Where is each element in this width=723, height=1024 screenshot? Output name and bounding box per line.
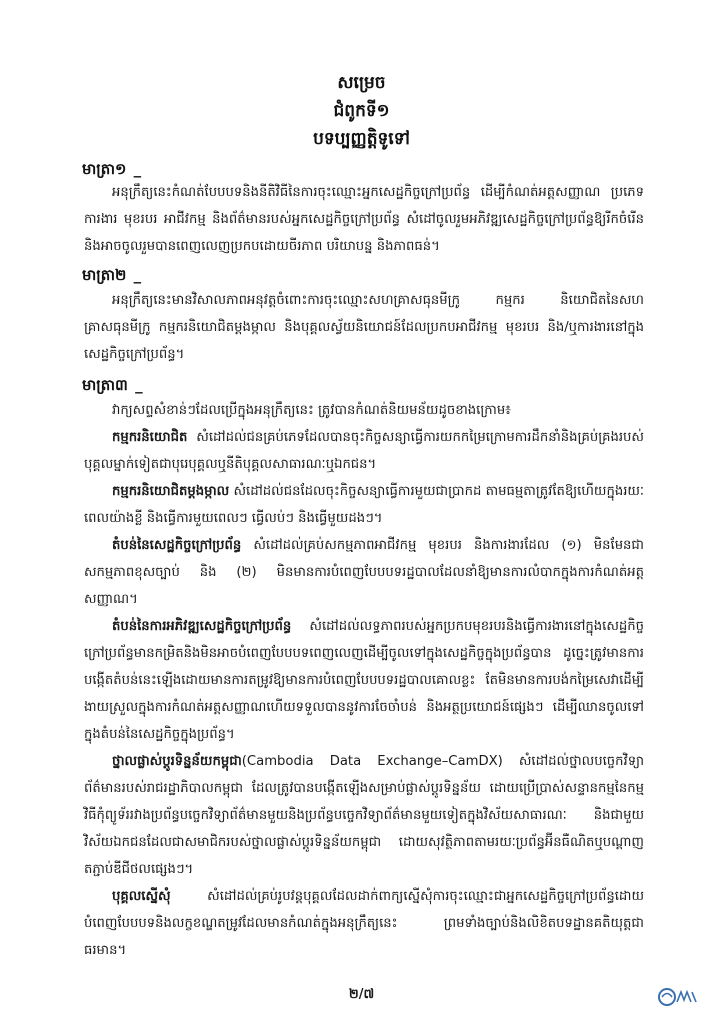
heading-chapter-title: បទប្បញ្ញត្តិទូទៅ	[313, 129, 410, 149]
definition-informal-zone-term: តំបន់នៃសេដ្ឋកិច្ចក្រៅប្រព័ន្ធ	[112, 538, 242, 553]
article-2-title	[82, 266, 141, 288]
definition-development-zone-term: តំបន់នៃការអភិវឌ្ឍសេដ្ឋកិច្ចក្រៅប្រព័ន្ធ	[112, 619, 292, 634]
article-1-label: មាត្រា១	[82, 160, 127, 178]
definition-development-zone	[84, 613, 644, 748]
definition-applicant	[84, 883, 644, 964]
article-1-paragraph: អនុក្រឹត្យនេះកំណត់បែបបទនិងនីតិវិធីនៃការចុះឈ្មោះអ្នកសេដ្ឋកិច្ចក្រៅប្រព័ន្ធ ដើម្បីកំណត់អត្តសញ្ញាណ ប្រភេទការងារ មុខរបរ អាជីវកម្ម និងព័ត៌មានរបស់អ្នកសេដ្ឋកិច្ចក្រៅប្រព័ន្ធ សំដៅចូលរួមអភិវឌ្ឍសេដ្ឋកិច្ចក្រៅប្រព័ន្ធឱ្យរីកចំរើន និងអាចចូលរួមបានពេញលេញប្រកបដោយចីរភាព បរិយាបន្ន និងភាពធន់។	[84, 185, 644, 254]
article-2-label: មាត្រា២	[82, 266, 127, 284]
definition-informal-zone-text: សំដៅដល់គ្រប់សកម្មភាពអាជីវកម្ម មុខរបរ និងការងារដែល (១) មិនមែនជាសកម្មភាពខុសច្បាប់ និង (២) មិនមានការបំពេញបែបបទរដ្ឋបាលដែលនាំឱ្យមានការលំបាកក្នុងការកំណត់អត្តសញ្ញាណ។	[84, 538, 644, 607]
definition-employee-term: កម្មករនិយោជិត	[112, 430, 188, 445]
definition-camdx-text: សំដៅដល់ថ្នាលបច្ចេកវិទ្យាព័ត៌មានរបស់រាជរដ្ឋាភិបាលកម្ពុជា ដែលត្រូវបានបង្កើតឡើងសម្រាប់ផ្លាស់ប្តូរទិន្នន័យ ដោយប្រើប្រាស់សន្ទានកម្មនៃកម្មវិធីកុំព្យូទ័ររវាងប្រព័ន្ធបច្ចេកវិទ្យាព័ត៌មានមួយនិងប្រព័ន្ធបច្ចេកវិទ្យាព័ត៌មានមួយទៀតក្នុងវិស័យសាធារណៈ និងជាមួយវិស័យឯកជនដែលជាសមាជិករបស់ថ្នាលផ្លាស់ប្តូរទិន្នន័យកម្ពុជា ដោយសុវត្ថិភាពតាមរយៈប្រព័ន្ធអ៊ីនធឺណិតឬបណ្តាញតភ្ជាប់ឌីជីថលផ្សេងៗ។	[84, 754, 644, 877]
definition-camdx	[84, 748, 644, 883]
heading-decision: សម្រេច	[337, 73, 386, 93]
article-2-dash: _	[133, 266, 142, 284]
definition-employee-text: សំដៅដល់ជនគ្រប់ភេទដែលបានចុះកិច្ចសន្យាធ្វើការយកកម្រៃក្រោមការដឹកនាំនិងគ្រប់គ្រងរបស់បុគ្គលម្នាក់ទៀតជាបុរេបុគ្គលឬនីតិបុគ្គលសាធារណៈឬឯកជន។	[84, 430, 644, 472]
definition-casual-employee-term: កម្មករនិយោជិតម្តងម្កាល	[112, 484, 230, 499]
article-3-title	[82, 376, 143, 398]
definition-casual-employee-text: សំដៅដល់ជនដែលចុះកិច្ចសន្យាធ្វើការមួយជាប្រាកដ តាមធម្មតាត្រូវតែឱ្យហើយក្នុងរយៈពេលយ៉ាងខ្លី និងធ្វើការមួយពេលៗ ធ្វើលប់ៗ និងធ្វើមួយដងៗ។	[84, 484, 644, 526]
article-2-paragraph: អនុក្រឹត្យនេះមានវិសាលភាពអនុវត្តចំពោះការចុះឈ្មោះសហគ្រាសធុនមីក្រូ កម្មករ និយោជិតនៃសហគ្រាសធុនមីក្រូ កម្មករនិយោជិតម្តងម្កាល និងបុគ្គលស្វ័យនិយោជន៍ដែលប្រកបអាជីវកម្ម មុខរបរ និង/ឬការងារនៅក្នុងសេដ្ឋកិច្ចក្រៅប្រព័ន្ធ។	[84, 293, 644, 362]
definition-casual-employee	[84, 478, 644, 532]
article-3-intro: វាក្យសព្ទសំខាន់ៗដែលប្រើក្នុងអនុក្រឹត្យនេះ ត្រូវបានកំណត់និយមន័យដូចខាងក្រោម៖	[112, 403, 511, 418]
definition-development-zone-text: សំដៅដល់លទ្ធភាពរបស់អ្នកប្រកបមុខរបរនិងធ្វើការងារនៅក្នុងសេដ្ឋកិច្ចក្រៅប្រព័ន្ធមានកម្រិតនិងមិនអាចបំពេញបែបបទពេញលេញដើម្បីចូលទៅក្នុងសេដ្ឋកិច្ចក្នុងប្រព័ន្ធបាន ដូច្នេះត្រូវមានការបង្កើតតំបន់នេះឡើងដោយមានការតម្រូវឱ្យមានការបំពេញបែបបទរដ្ឋបាលគោលខ្លះ តែមិនមានការបង់កម្រៃសេវាដើម្បីងាយស្រួលក្នុងការកំណត់អត្តសញ្ញាណហើយទទួលបាននូវការចែចាំបន់ និងអត្ថប្រយោជន៍ផ្សេងៗ ដើម្បីឈានចូលទៅក្នុងតំបន់នៃសេដ្ឋកិច្ចក្នុងប្រព័ន្ធ។	[84, 619, 644, 742]
definition-applicant-term: បុគ្គលស្នើសុំ	[112, 889, 171, 904]
article-1-dash: _	[133, 160, 142, 178]
definition-applicant-text: សំដៅដល់គ្រប់រូបវន្តបុគ្គលដែលដាក់ពាក្យស្នើសុំការចុះឈ្មោះជាអ្នកសេដ្ឋកិច្ចក្រៅប្រព័ន្ធដោយបំពេញបែបបទនិងលក្ខខណ្ឌតម្រូវដែលមានកំណត់ក្នុងអនុក្រឹត្យនេះ ព្រមទាំងច្បាប់និងលិខិតបទដ្ឋានគតិយុត្តជាធរមាន។	[84, 889, 644, 958]
article-3-label: មាត្រា៣	[82, 376, 128, 394]
watermark-logo-icon	[657, 986, 699, 1008]
heading-chapter: ជំពូកទី១	[333, 101, 390, 121]
definition-informal-zone	[84, 532, 644, 613]
definition-employee	[84, 424, 644, 478]
article-3-dash: _	[135, 376, 143, 394]
definition-camdx-latin: (Cambodia Data Exchange–CamDX)	[241, 754, 503, 769]
page-number: ២/៧	[348, 987, 375, 1002]
definition-camdx-term: ថ្នាលផ្លាស់ប្តូរទិន្នន័យកម្ពុជា	[112, 754, 242, 769]
